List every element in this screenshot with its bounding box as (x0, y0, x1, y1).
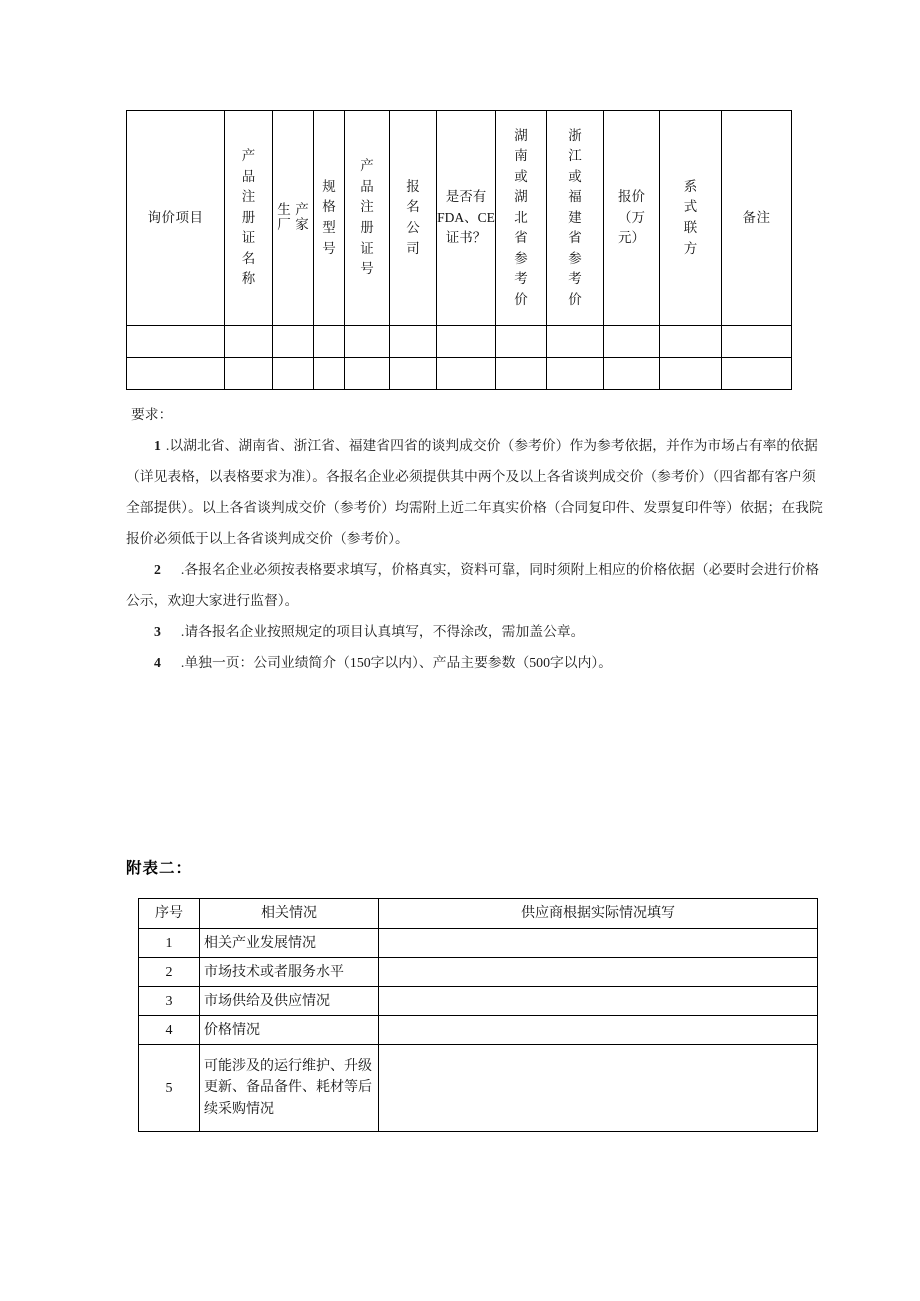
char: 生 (277, 202, 291, 218)
cell-contact-method[interactable] (660, 358, 722, 390)
col-header-related-situation: 相关情况 (200, 899, 379, 929)
cell-hunan-hubei-reference-price[interactable] (496, 326, 547, 358)
attachment2-header-row (139, 899, 818, 929)
char: 省 (568, 230, 582, 246)
requirement-dot: . (180, 624, 185, 639)
char: 称 (241, 271, 256, 287)
col-header-registration-name (225, 111, 273, 326)
col-header-registration-number (345, 111, 390, 326)
requirement-dot: . (180, 655, 185, 670)
cell-serial-number: 3 (139, 987, 200, 1016)
col-header-label (604, 187, 659, 249)
cell-supplier-fill[interactable] (379, 1045, 818, 1132)
cell-inquiry-item[interactable] (127, 326, 225, 358)
inquiry-table-wrapper (126, 110, 791, 390)
cell-applicant-company[interactable] (390, 326, 437, 358)
cell-zhejiang-fujian-reference-price[interactable] (547, 358, 604, 390)
cell-manufacturer[interactable] (273, 358, 314, 390)
char: 价 (514, 291, 528, 307)
requirement-dot: . (165, 438, 170, 453)
requirements-heading: 要求： (131, 407, 173, 422)
char: 式 (683, 199, 698, 215)
char: 证 (241, 230, 256, 246)
char: 产 (241, 148, 256, 164)
cell-serial-number: 4 (139, 1016, 200, 1045)
requirement-text: 各报名企业必须按表格要求填写，价格真实，资料可靠，同时须附上相应的价格依据（必要时会进行价格公示，欢迎大家进行监督）。 (126, 562, 820, 608)
char: 省 (514, 230, 528, 246)
char: 注 (241, 189, 256, 205)
char: 方 (683, 240, 698, 256)
line: 元） (618, 230, 645, 246)
col-header-label (390, 177, 436, 259)
requirement-number (154, 647, 184, 678)
char: 建 (568, 209, 582, 225)
cell-related-situation: 可能涉及的运行维护、升级更新、备品备件、耗材等后续采购情况 (200, 1045, 379, 1132)
cell-serial-number: 1 (139, 929, 200, 958)
char: 系 (683, 178, 698, 194)
char: 联 (683, 220, 698, 235)
col-header-label (496, 126, 546, 311)
col-header-label (314, 177, 344, 259)
cell-registration-name[interactable] (225, 358, 273, 390)
cell-contact-method[interactable] (660, 326, 722, 358)
requirement-number-value: 1 (154, 438, 161, 453)
char: 福 (568, 189, 582, 205)
col-header-label: 询价项目 (147, 210, 204, 226)
cell-related-situation: 市场技术或者服务水平 (200, 958, 379, 987)
cell-serial-number: 5 (139, 1045, 200, 1132)
col-header-quoted-price (604, 111, 660, 326)
table-row (139, 987, 818, 1016)
table-row (139, 1045, 818, 1132)
char: 浙 (568, 127, 582, 143)
char: 参 (514, 250, 528, 266)
line: （万 (618, 209, 645, 225)
char: 产 (295, 202, 309, 218)
requirement-text: 单独一页：公司业绩简介（150字以内）、产品主要参数（500字以内）。 (184, 655, 613, 670)
requirement-number (154, 616, 184, 647)
requirement-number-value: 3 (154, 624, 161, 639)
char: 号 (360, 261, 374, 277)
requirement-number-value: 4 (154, 655, 161, 670)
cell-supplier-fill[interactable] (379, 958, 818, 987)
cell-inquiry-item[interactable] (127, 358, 225, 390)
table-row (139, 1016, 818, 1045)
char: 册 (360, 220, 374, 235)
char: 名 (241, 250, 256, 266)
col-header-fda-ce-certificate (437, 111, 496, 326)
col-header-label: 备注 (742, 210, 771, 226)
cell-registration-number[interactable] (345, 358, 390, 390)
cell-zhejiang-fujian-reference-price[interactable] (547, 326, 604, 358)
col-header-inquiry-item (127, 111, 225, 326)
char: 湖 (514, 127, 528, 143)
table-row[interactable] (127, 326, 792, 358)
requirement-item-2 (126, 554, 826, 616)
col-header-label (225, 146, 272, 290)
cell-registration-name[interactable] (225, 326, 273, 358)
char: 南 (514, 148, 528, 164)
col-header-label (345, 156, 389, 279)
cell-supplier-fill[interactable] (379, 987, 818, 1016)
cell-quoted-price[interactable] (604, 358, 660, 390)
col-header-manufacturer (273, 111, 314, 326)
line: 报价 (618, 189, 645, 205)
col-header-label (437, 187, 495, 249)
table-row (139, 929, 818, 958)
cell-fda-ce-certificate[interactable] (437, 326, 496, 358)
requirement-number-value: 2 (154, 562, 161, 577)
cell-related-situation: 价格情况 (200, 1016, 379, 1045)
col-header-label (547, 126, 603, 311)
requirement-item-4 (126, 647, 826, 678)
requirement-text: 以湖北省、湖南省、浙江省、福建省四省的谈判成交价（参考价）作为参考依据，并作为市场占有率的依据（详见表格，以表格要求为准）。各报名企业必须提供其中两个及以上各省谈判成交价（参考价）（四省都有客户须全部提供）。以上各省谈判成交价（参考价）均需附上近二年真实价格（合同复印件、发票复印件等）依据；在我院报价必须低于以上各省谈判成交价（参考价）。 (126, 438, 823, 546)
table-row[interactable] (127, 358, 792, 390)
char: 注 (360, 199, 374, 215)
cell-related-situation: 相关产业发展情况 (200, 929, 379, 958)
requirements-section (126, 399, 826, 678)
cell-remarks[interactable] (722, 326, 792, 358)
attachment2-heading: 附表二： (126, 860, 193, 877)
attachment2-table-wrapper (138, 898, 790, 1132)
cell-serial-number: 2 (139, 958, 200, 987)
cell-quoted-price[interactable] (604, 326, 660, 358)
char: 格 (322, 199, 336, 215)
char: 册 (241, 209, 256, 225)
col-header-supplier-fill: 供应商根据实际情况填写 (379, 899, 818, 929)
char: 或 (514, 168, 528, 184)
cell-supplier-fill[interactable] (379, 1016, 818, 1045)
cell-manufacturer[interactable] (273, 326, 314, 358)
cell-hunan-hubei-reference-price[interactable] (496, 358, 547, 390)
char: 品 (360, 178, 374, 194)
table-row (139, 958, 818, 987)
inquiry-table-header-row (127, 111, 792, 326)
char: 或 (568, 168, 582, 184)
char: 家 (295, 217, 309, 232)
line: FDA、CE (437, 209, 495, 225)
char: 证 (360, 240, 374, 256)
cell-supplier-fill[interactable] (379, 929, 818, 958)
requirement-item-3 (126, 616, 826, 647)
char: 厂 (277, 217, 291, 232)
char: 公 (406, 220, 420, 235)
char: 价 (568, 291, 582, 307)
cell-specification-model[interactable] (314, 326, 345, 358)
requirement-number (154, 430, 169, 461)
requirement-number (154, 554, 184, 585)
char: 司 (406, 240, 420, 256)
char: 江 (568, 148, 582, 164)
char: 北 (514, 209, 528, 225)
char: 参 (568, 250, 582, 266)
line: 是否有 (445, 189, 487, 205)
col-header-hunan-hubei-reference-price (496, 111, 547, 326)
col-header-applicant-company (390, 111, 437, 326)
col-header-contact-method (660, 111, 722, 326)
requirement-text: 请各报名企业按照规定的项目认真填写，不得涂改，需加盖公章。 (184, 624, 585, 639)
char: 号 (322, 240, 336, 256)
col-header-label (275, 203, 311, 233)
char: 考 (514, 271, 528, 287)
char: 考 (568, 271, 582, 287)
col-header-specification-model (314, 111, 345, 326)
char: 型 (322, 220, 336, 235)
requirement-dot: . (180, 562, 185, 577)
col-header-serial-number: 序号 (139, 899, 200, 929)
cell-registration-number[interactable] (345, 326, 390, 358)
line: 证书？ (445, 230, 487, 246)
inquiry-table (126, 110, 792, 390)
char: 湖 (514, 189, 528, 205)
attachment2-table (138, 898, 818, 1132)
char: 报 (406, 178, 420, 194)
char: 产 (360, 158, 374, 174)
col-header-remarks (722, 111, 792, 326)
cell-fda-ce-certificate[interactable] (437, 358, 496, 390)
col-header-label (660, 177, 721, 259)
char: 规 (322, 178, 336, 194)
cell-specification-model[interactable] (314, 358, 345, 390)
char: 名 (406, 199, 420, 215)
requirement-item-1 (126, 430, 826, 554)
col-header-zhejiang-fujian-reference-price (547, 111, 604, 326)
cell-related-situation: 市场供给及供应情况 (200, 987, 379, 1016)
cell-remarks[interactable] (722, 358, 792, 390)
cell-applicant-company[interactable] (390, 358, 437, 390)
char: 品 (241, 168, 256, 184)
